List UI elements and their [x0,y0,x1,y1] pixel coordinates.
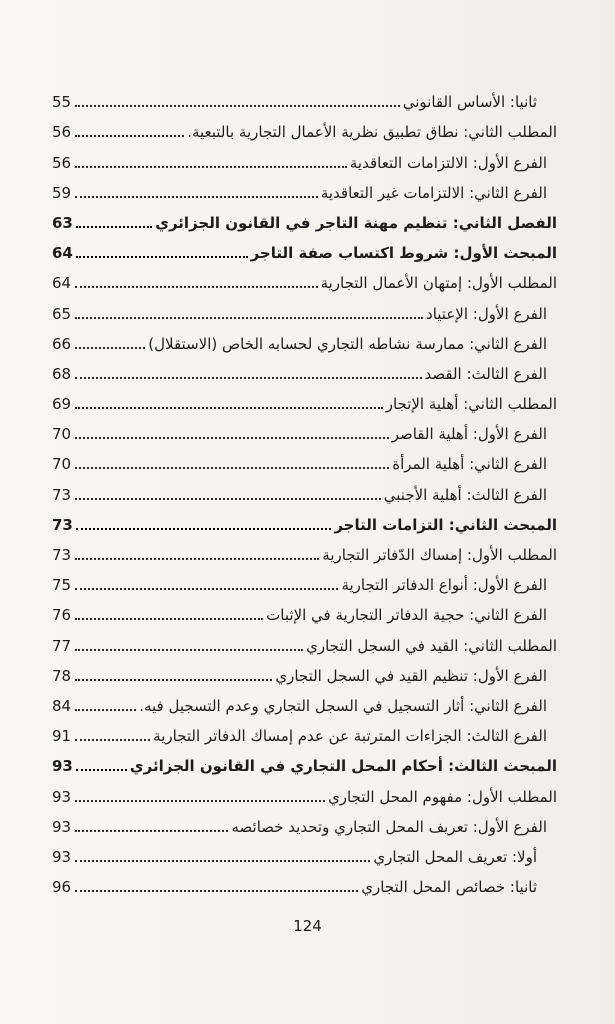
toc-entry-title: الفصل الثاني: تنظيم مهنة التاجر في القانون الجزائري [155,213,557,232]
toc-entry-page: 65 [52,304,72,323]
toc-leader-dots [76,226,152,228]
toc-entry [52,776,557,806]
toc-leader-dots [75,105,400,107]
toc-entry-page: 96 [52,878,72,897]
toc-entry [52,173,557,203]
toc-leader-dots [75,166,347,168]
toc-entry-page: 77 [52,636,72,655]
toc-entry-page: 64 [52,244,73,263]
toc-entry-page: 78 [52,666,72,685]
toc-leader-dots [75,196,318,198]
toc-entry-title: المطلب الثاني: القيد في السجل التجاري [306,636,557,655]
toc-entry [52,82,557,112]
toc-entry-title: الفرع الأول: أهلية القاصر [391,425,547,444]
toc-leader-dots [76,528,331,530]
toc-entry [52,716,557,746]
toc-entry-page: 93 [52,847,72,866]
toc-entry-title: الفرع الأول: أنواع الدفاتر التجارية [341,576,547,595]
toc-entry [52,656,557,686]
toc-entry-page: 84 [52,696,72,715]
toc-entry [52,565,557,595]
toc-leader-dots [75,377,422,379]
toc-entry-page: 68 [52,364,72,383]
toc-entry-title: المبحث الثالث: أحكام المحل التجاري في القانون الجزائري [129,757,557,776]
toc-entry [52,324,557,354]
toc-entry-page: 56 [52,153,72,172]
toc-entry-page: 73 [52,485,72,504]
toc-entry [52,867,557,897]
toc-entry-title: ثانيا: الأساس القانوني [402,93,537,112]
toc-leader-dots [75,286,318,288]
toc-leader-dots [76,256,248,258]
toc-entry [52,625,557,655]
toc-entry-page: 59 [52,183,72,202]
toc-entry [52,444,557,474]
toc-entry [52,263,557,293]
toc-entry-page: 73 [52,515,73,534]
toc-entry [52,142,557,172]
toc-entry-title: المطلب الثاني: أهلية الإتجار [385,395,557,414]
toc-leader-dots [75,407,383,409]
toc-leader-dots [75,890,358,892]
toc-entry-page: 93 [52,757,73,776]
toc-entry [52,535,557,565]
toc-entry [52,354,557,384]
toc-entry-title: المبحث الثاني: التزامات التاجر [334,515,557,534]
toc-entry-page: 70 [52,455,72,474]
toc-entry-title: الفرع الثالث: الجزاءات المترتبة عن عدم إمساك الدفاتر التجارية [153,727,547,746]
toc-entry [52,233,557,263]
toc-entry-title: الفرع الثاني: أثار التسجيل في السجل التجاري وعدم التسجيل فيه. [139,696,547,715]
toc-entry-page: 73 [52,546,72,564]
toc-entry [52,414,557,444]
toc-entry [52,384,557,414]
toc-entry-title: الفرع الثاني: أهلية المرأة [392,455,547,474]
toc-entry-title: الفرع الأول: تعريف المحل التجاري وتحديد خصائصه [231,817,547,836]
toc-entry [52,807,557,837]
toc-entry-page: 70 [52,425,72,444]
toc-entry-title: الفرع الثالث: القصد [424,364,547,383]
toc-entry-page: 91 [52,727,72,746]
toc-entry-title: الفرع الأول: الالتزامات التعاقدية [349,153,547,172]
toc-entry-title: الفرع الأول: تنظيم القيد في السجل التجاري [275,666,547,685]
toc-entry-page: 76 [52,606,72,625]
toc-leader-dots [75,739,150,741]
toc-leader-dots [75,709,136,711]
toc-entry [52,474,557,504]
toc-entry [52,203,557,233]
toc-entry-title: المبحث الأول: شروط اكتساب صفة التاجر [250,244,557,263]
toc-leader-dots [75,830,228,832]
toc-entry-title: الفرع الثاني: الالتزامات غير التعاقدية [320,183,547,202]
toc-entry [52,293,557,323]
toc-leader-dots [75,649,303,651]
toc-entry-title: أولا: تعريف المحل التجاري [373,847,537,866]
toc-entry-page: 75 [52,576,72,595]
toc-entry-page: 66 [52,334,72,353]
toc-entry-page: 69 [52,395,72,414]
toc-leader-dots [75,437,389,439]
toc-leader-dots [75,347,145,349]
toc-entry [52,505,557,535]
toc-entry-title: المطلب الأول: إمساك الدّفاتر التجارية [322,546,557,564]
toc-leader-dots [75,558,319,560]
toc-entry-title: ثانيا: خصائص المحل التجاري [361,878,537,897]
toc-entry-title: المطلب الأول: مفهوم المحل التجاري [328,787,557,806]
toc-leader-dots [75,618,263,620]
toc-entry-title: المطلب الثاني: نطاق تطبيق نظرية الأعمال التجارية بالتبعية. [187,123,557,142]
toc-entry-page: 55 [52,93,72,112]
toc-entry-title: المطلب الأول: إمتهان الأعمال التجارية [320,274,557,293]
toc-leader-dots [75,860,370,862]
toc-entry-page: 64 [52,274,72,293]
toc-entry-title: الفرع الثاني: ممارسة نشاطه التجاري لحسابه الخاص (الاستقلال) [148,334,547,353]
toc-leader-dots [75,588,338,590]
toc-entry [52,595,557,625]
toc-leader-dots [75,679,272,681]
toc-entry-page: 63 [52,213,73,232]
toc-entry-page: 93 [52,817,72,836]
toc-entry [52,746,557,776]
toc-entry [52,686,557,716]
toc-entry-page: 93 [52,787,72,806]
toc-leader-dots [75,317,423,319]
toc-leader-dots [75,135,184,137]
toc-entry-title: الفرع الثالث: أهلية الأجنبي [383,485,547,504]
toc-entry [52,837,557,867]
table-of-contents [52,82,557,897]
toc-leader-dots [75,800,325,802]
toc-entry [52,112,557,142]
toc-entry-page: 56 [52,123,72,142]
toc-entry-title: الفرع الثاني: حجية الدفاتر التجارية في الإثبات [266,606,547,625]
toc-leader-dots [75,498,381,500]
page-number: 124 [293,917,322,935]
toc-entry-title: الفرع الأول: الإعتياد [426,304,547,323]
toc-leader-dots [75,467,389,469]
toc-leader-dots [76,769,127,771]
